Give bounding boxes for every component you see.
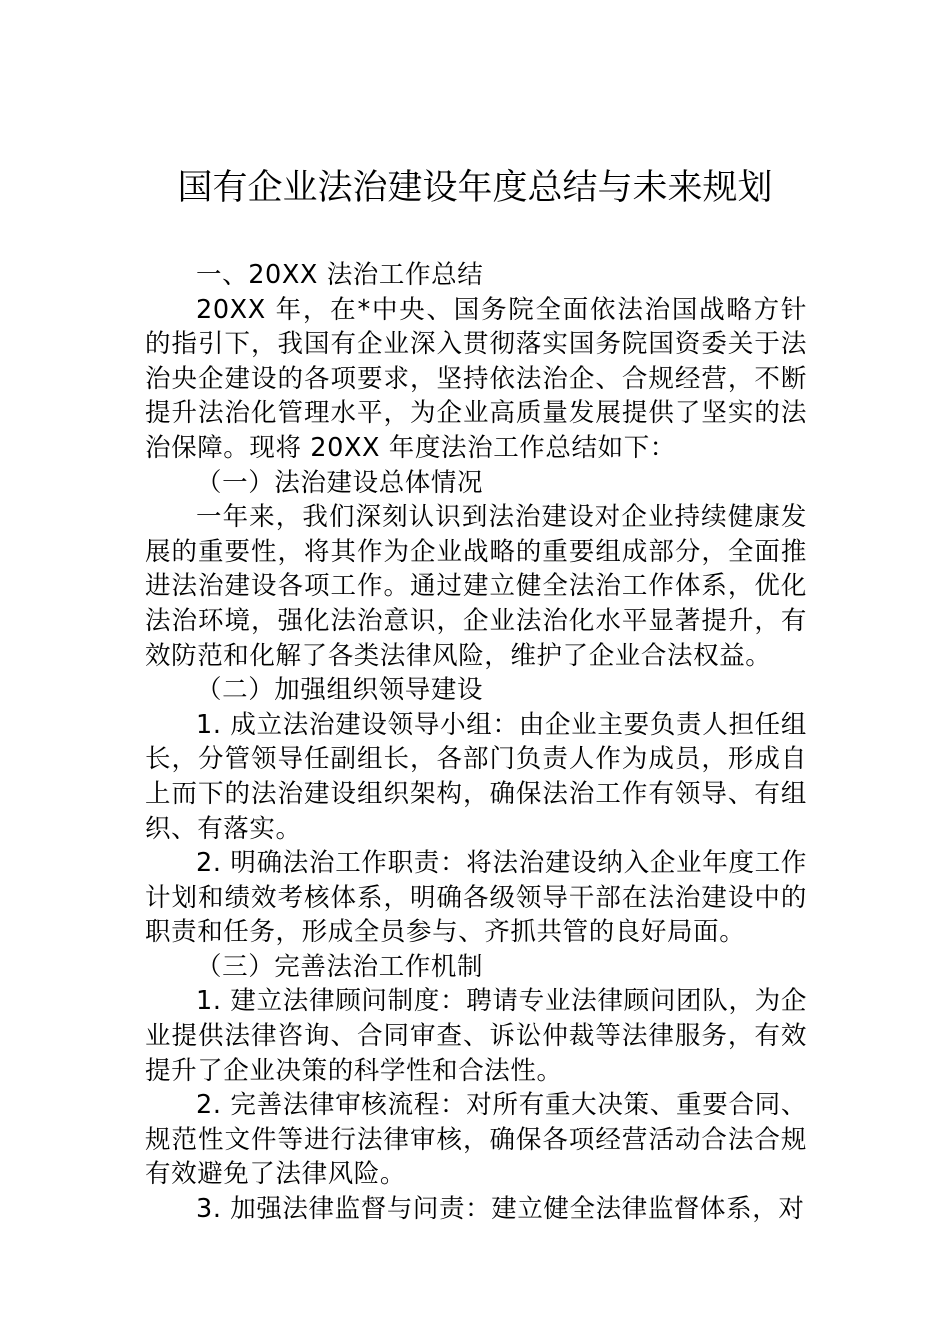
body-paragraph: 20XX 年，在*中央、国务院全面依法治国战略方针的指引下，我国有企业深入贯彻落实国务院国资委关于法治央企建设的各项要求，坚持依法治企、合规经营，不断提升法治化管理水平，为企业高质量发展提供了坚实的法治保障。现将 20XX 年度法治工作总结如下： bbox=[145, 294, 807, 463]
list-item: 1. 成立法治建设领导小组：由企业主要负责人担任组长，分管领导任副组长，各部门负责人作为成员，形成自上而下的法治建设组织架构，确保法治工作有领导、有组织、有落实。 bbox=[145, 709, 807, 844]
subsection-heading: （一）法治建设总体情况 bbox=[196, 467, 484, 498]
list-item: 2. 完善法律审核流程：对所有重大决策、重要合同、规范性文件等进行法律审核，确保各项经营活动合法合规有效避免了法律风险。 bbox=[145, 1090, 807, 1190]
list-item: 2. 明确法治工作职责：将法治建设纳入企业年度工作计划和绩效考核体系，明确各级领导干部在法治建设中的职责和任务，形成全员参与、齐抓共管的良好局面。 bbox=[145, 848, 807, 948]
document-title: 国有企业法治建设年度总结与未来规划 bbox=[177, 168, 773, 208]
document-body bbox=[145, 258, 807, 1227]
section-heading: 一、20XX 法治工作总结 bbox=[196, 260, 484, 290]
list-item: 3. 加强法律监督与问责：建立健全法律监督体系，对 bbox=[196, 1194, 805, 1225]
body-paragraph: 一年来，我们深刻认识到法治建设对企业持续健康发展的重要性，将其作为企业战略的重要组成部分，全面推进法治建设各项工作。通过建立健全法治工作体系，优化法治环境，强化法治意识，企业法治化水平显著提升，有效防范和化解了各类法律风险，维护了企业合法权益。 bbox=[145, 502, 807, 671]
subsection-heading: （三）完善法治工作机制 bbox=[196, 951, 484, 982]
list-item: 1. 建立法律顾问制度：聘请专业法律顾问团队，为企业提供法律咨询、合同审查、诉讼仲裁等法律服务，有效提升了企业决策的科学性和合法性。 bbox=[145, 986, 807, 1086]
subsection-heading: （二）加强组织领导建设 bbox=[196, 675, 484, 706]
